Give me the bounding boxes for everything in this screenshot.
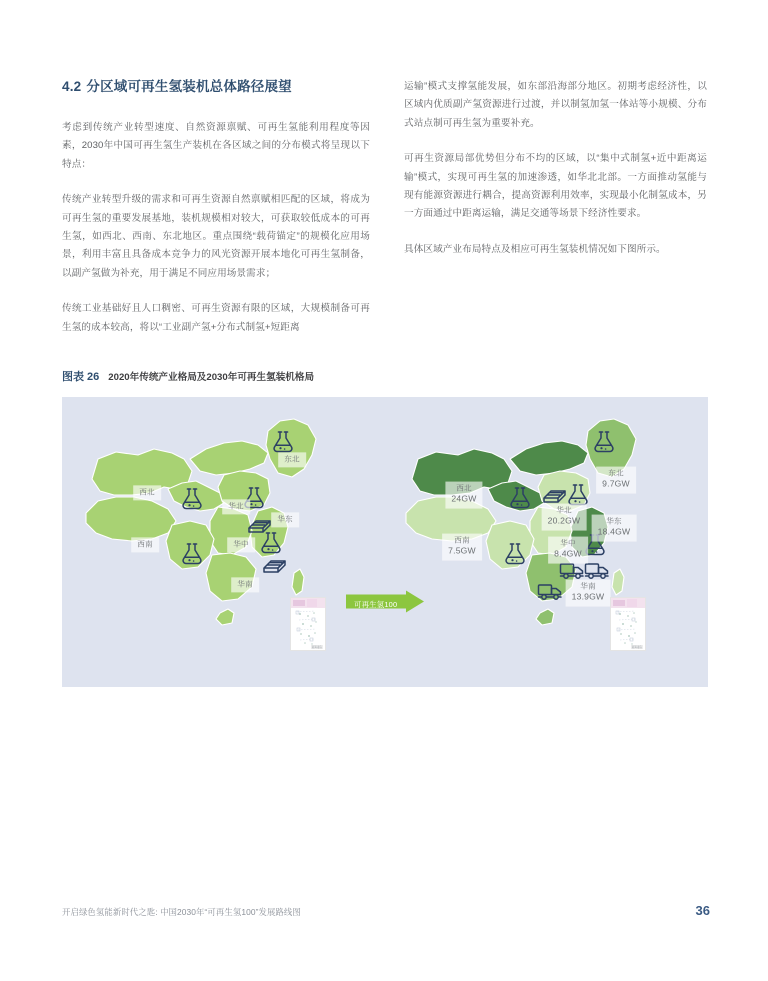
region-name: 华东 (606, 516, 622, 526)
paragraph: 运输”模式支撑氢能发展，如东部沿海部分地区。初期考虑经济性，以区域内优质副产氢资源进行过渡，并以制氢加氢一体站等小规模、分布式站点制可再生氢为重要补充。 (404, 81, 707, 129)
region-capacity-value: 13.9GW (571, 591, 605, 602)
region-label-西南 (442, 534, 482, 561)
section-number: 4.2 (62, 79, 82, 94)
page-footer (62, 903, 710, 918)
region-label-东北 (596, 467, 636, 494)
map-region-innermongolia (190, 441, 268, 475)
region-name: 西北 (139, 487, 155, 497)
china-map-right-svg (392, 397, 692, 687)
flask-icon (591, 429, 617, 455)
section-title: 分区域可再生氢装机总体路径展望 (86, 79, 292, 94)
south-china-sea-inset (610, 597, 646, 651)
steel-icon (262, 554, 288, 576)
region-name: 东北 (608, 468, 624, 478)
map-2020-traditional-industry (72, 397, 372, 687)
map-region-innermongolia (510, 441, 588, 475)
region-name: 华东 (277, 514, 293, 524)
inset-map-svg (611, 598, 645, 650)
truck-icon (537, 581, 563, 601)
region-label-华南 (231, 577, 259, 592)
region-name: 华北 (228, 501, 244, 511)
region-name: 西南 (454, 535, 470, 545)
china-map-left-svg (72, 397, 372, 687)
flask-icon (179, 486, 205, 512)
region-name: 华南 (237, 579, 253, 589)
figure-caption (62, 368, 708, 384)
figure-label: 图表 26 (62, 371, 100, 383)
region-capacity-value: 8.4GW (554, 548, 582, 559)
region-capacity-value: 24GW (451, 493, 477, 504)
region-label-华南 (566, 580, 611, 607)
region-label-华东 (592, 515, 637, 542)
paragraph: 传统产业转型升级的需求和可再生资源自然禀赋相匹配的区域，将成为可再生氢的重要发展基地，装机规模相对较大，可获取较低成本的可再生氢，如西北、西南、东北地区。重点围绕“载荷锚定”的规模化应用场景，利用丰富且具备成本竞争力的风光资源开展本地化可再生氢制备，以副产氢做为补充，用于满足不同应用场景需求； (62, 194, 370, 279)
flask-icon (270, 429, 296, 455)
paragraph: 可再生资源局部优势但分布不均的区域，以“集中式制氢+近中距离运输”模式，实现可再生氢的加速渗透，如华北北部。一方面推动氢能与现有能源资源进行耦合，提高资源利用效率，实现最小化制氢成本，另一方面通过中距离运输，满足交通等场景下经济性要求。 (404, 153, 707, 220)
flask-icon (179, 541, 205, 567)
figure-title: 2020年传统产业格局及2030年可再生氢装机格局 (108, 372, 315, 383)
paragraph: 传统工业基础好且人口稠密、可再生资源有限的区域，大规模制备可再生氢的成本较高，将以“工业副产氢+分布式制氢+短距离 (62, 303, 370, 333)
region-name: 东北 (284, 454, 300, 464)
map-region-tibet (86, 497, 176, 541)
map-region-taiwan (292, 569, 304, 595)
region-label-华中 (227, 537, 255, 552)
region-name: 华北 (556, 505, 572, 515)
map-region-hainan (216, 609, 234, 625)
region-label-西南 (131, 537, 159, 552)
right-text-column (404, 78, 707, 259)
region-label-东北 (278, 452, 306, 467)
region-name: 华南 (580, 581, 596, 591)
region-label-西北 (445, 482, 482, 509)
footer-title: 开启绿色氢能新时代之匙: 中国2030年“可再生氢100”发展路线图 (62, 907, 301, 917)
region-capacity-value: 9.7GW (602, 478, 630, 489)
inset-caption: 南海诸岛 (311, 646, 322, 649)
figure-26 (62, 368, 708, 687)
map-2030-renewable-hydrogen (392, 397, 692, 687)
truck-icon (584, 560, 610, 580)
inset-caption: 南海诸岛 (631, 646, 642, 649)
map-region-taiwan (612, 569, 624, 595)
paragraph: 考虑到传统产业转型速度、自然资源禀赋、可再生氢能利用程度等因素，2030年中国可再生氢生产装机在各区域之间的分布模式将呈现以下特点： (62, 121, 370, 170)
region-name: 华中 (233, 539, 249, 549)
region-label-华东 (271, 512, 299, 527)
region-capacity-value: 20.2GW (547, 515, 581, 526)
region-name: 西南 (137, 539, 153, 549)
region-label-西北 (133, 485, 161, 500)
region-label-华北 (222, 499, 250, 514)
transition-arrow-label: 可再生氢100 (354, 599, 398, 609)
region-name: 华中 (560, 538, 576, 548)
south-china-sea-inset (290, 597, 326, 651)
flask-icon (507, 485, 533, 511)
paragraph: 具体区域产业布局特点及相应可再生氢装机情况如下图所示。 (404, 243, 666, 255)
region-label-华北 (542, 504, 587, 531)
region-capacity-value: 7.5GW (448, 545, 476, 556)
figure-canvas (62, 397, 708, 687)
region-name: 西北 (456, 483, 472, 493)
map-region-hainan (536, 609, 554, 625)
flask-icon (258, 530, 284, 556)
region-label-华中 (548, 537, 588, 564)
left-text-column (62, 78, 370, 337)
page-number: 36 (695, 903, 710, 918)
section-heading (62, 78, 370, 97)
flask-icon (502, 541, 528, 567)
region-capacity-value: 18.4GW (597, 526, 631, 537)
inset-map-svg (291, 598, 325, 650)
